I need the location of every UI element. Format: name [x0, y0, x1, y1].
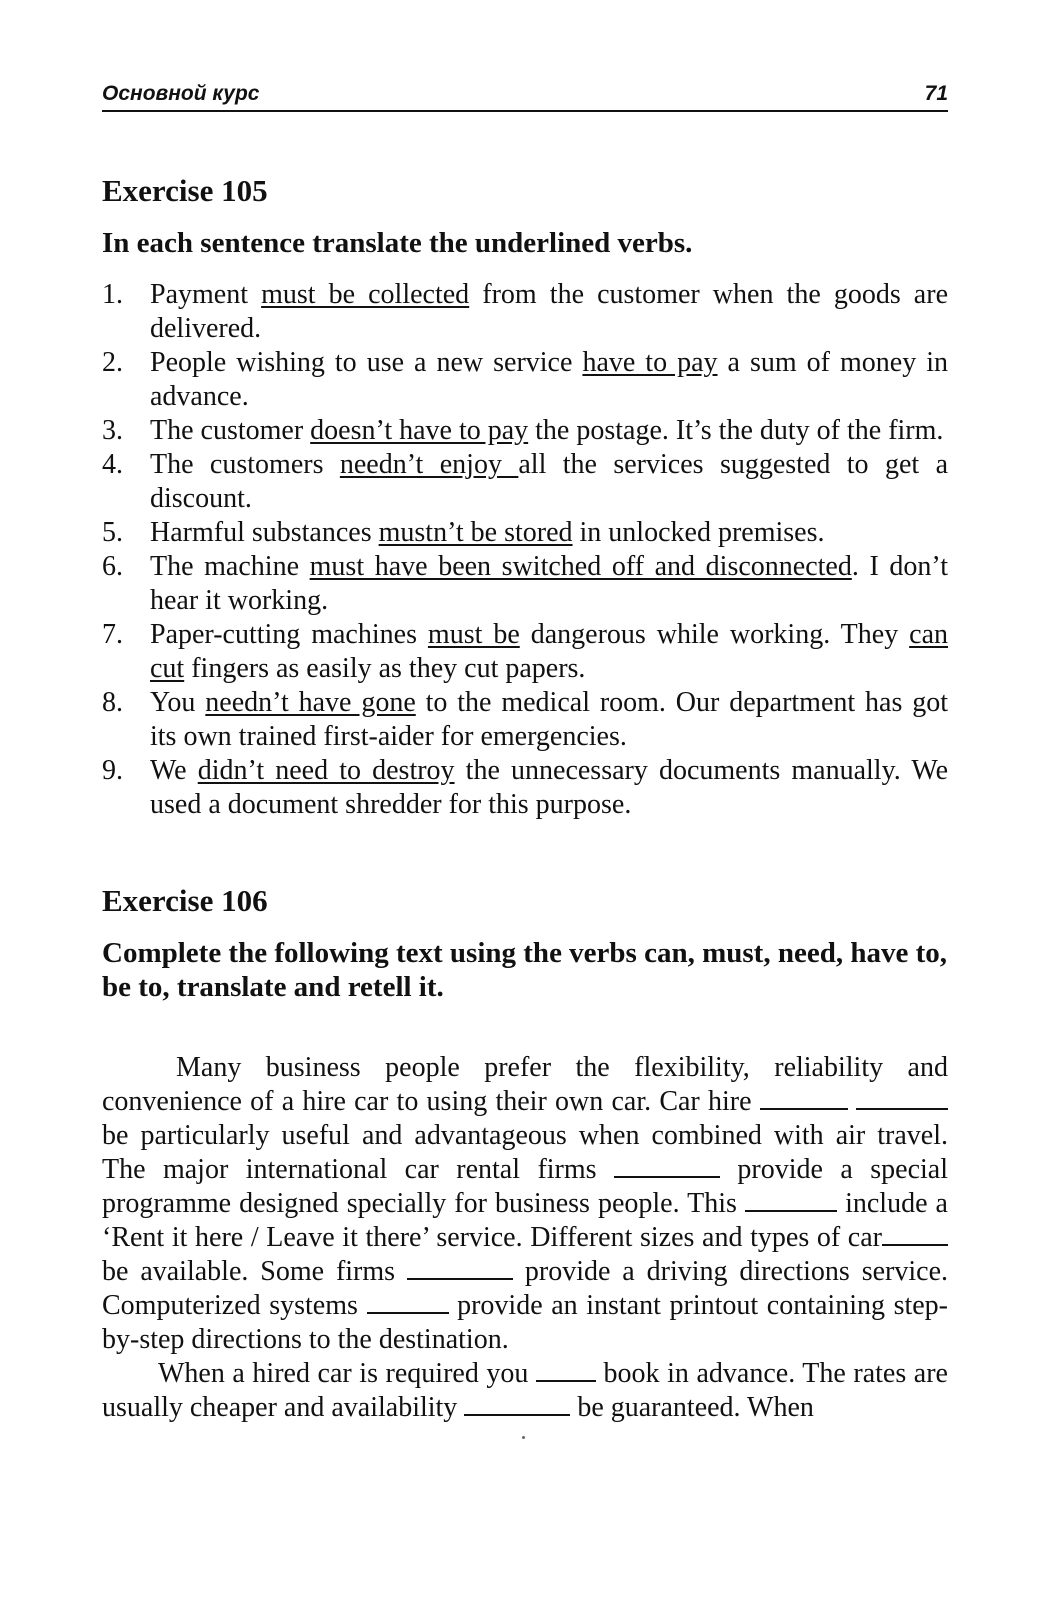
page-number: 71 [924, 82, 948, 105]
item-text: Harmful substances [150, 517, 379, 548]
item-text: the unnecessary documents manually. We used a document shredder for this purpose. [150, 755, 948, 820]
fill-in-blank[interactable] [745, 1188, 837, 1212]
list-item [102, 278, 948, 346]
underlined-verb: needn’t have gone [205, 687, 416, 718]
item-text: to the medical room. Our department has got its own trained first-aider for emergencies. [150, 687, 948, 752]
exercise-105-list [102, 278, 948, 822]
exercise-105-title: Exercise 105 [102, 173, 268, 208]
print-speck [522, 1436, 525, 1439]
item-text: We [150, 755, 198, 786]
list-item [102, 448, 948, 516]
item-number: 7. [102, 619, 123, 650]
exercise-106-instruction: Complete the following text using the verbs can, must, need, have to, be to, translate and retell it. [102, 937, 947, 1003]
passage-text: include a ‘Rent it here / Leave it there’ service. Different sizes and types of car [102, 1188, 948, 1253]
item-number: 6. [102, 551, 123, 582]
underlined-verb: doesn’t have to pay [310, 415, 529, 446]
passage-text: be particularly useful and advantageous when combined with air travel. The major international car rental firms [102, 1120, 948, 1185]
item-text: The machine [150, 551, 310, 582]
section-title: Основной курс [102, 82, 260, 105]
fill-in-blank[interactable] [882, 1222, 948, 1246]
fill-in-blank[interactable] [407, 1256, 513, 1280]
underlined-verb: mustn’t be stored [378, 517, 573, 548]
item-text: all the services suggested to get a discount. [150, 449, 949, 514]
item-text: dangerous while working. They [519, 619, 910, 650]
item-text: The customer [150, 415, 311, 446]
passage-text: Many business people prefer the flexibility, reliability and convenience of a hire car to using their own car. Car hire [102, 1052, 948, 1117]
passage-text: book in advance. The rates are usually cheaper and availability [102, 1358, 948, 1423]
list-item [102, 414, 948, 448]
underlined-verb: have to pay [582, 347, 718, 378]
item-text: Payment [150, 279, 262, 310]
item-number: 4. [102, 449, 123, 480]
passage-text: provide an instant printout containing step-by-step directions to the destination. [102, 1290, 949, 1355]
passage-text: provide a driving directions service. Computerized systems [102, 1256, 949, 1321]
item-text: Paper-cutting machines [150, 619, 428, 650]
underlined-verb: can cut [150, 619, 948, 684]
list-item [102, 754, 948, 822]
list-item [102, 346, 948, 414]
fill-in-blank[interactable] [464, 1392, 570, 1416]
list-item [102, 516, 948, 550]
exercise-105-instruction: In each sentence translate the underlined verbs. [102, 227, 693, 259]
fill-in-blank[interactable] [614, 1154, 720, 1178]
item-text: from the customer when the goods are delivered. [150, 279, 948, 344]
item-number: 2. [102, 347, 123, 378]
passage-paragraph [102, 1051, 948, 1357]
passage-text: When a hired car is required you [158, 1358, 536, 1389]
item-number: 8. [102, 687, 123, 718]
item-number: 9. [102, 755, 123, 786]
fill-in-blank[interactable] [856, 1086, 948, 1110]
underlined-verb: must have been switched off and disconnected [309, 551, 852, 582]
underlined-verb: must be collected [261, 279, 470, 310]
item-text: in unlocked premises. [572, 517, 825, 548]
list-item [102, 618, 948, 686]
item-text: You [150, 687, 206, 718]
exercise-106-title: Exercise 106 [102, 883, 268, 918]
item-text: a sum of money in advance. [150, 347, 949, 412]
item-number: 1. [102, 279, 123, 310]
running-header [102, 80, 948, 112]
item-text: fingers as easily as they cut papers. [184, 653, 586, 684]
item-number: 5. [102, 517, 123, 548]
fill-in-blank[interactable] [536, 1358, 596, 1382]
item-text: the postage. It’s the duty of the firm. [528, 415, 944, 446]
list-item [102, 686, 948, 754]
item-text: The customers [150, 449, 340, 480]
list-item [102, 550, 948, 618]
passage-text: be available. Some firms [102, 1256, 407, 1287]
passage-text: provide a special programme designed specially for business people. This [102, 1154, 948, 1219]
passage-text: be guaranteed. When [570, 1392, 814, 1423]
passage-paragraph [102, 1357, 948, 1425]
item-number: 3. [102, 415, 123, 446]
exercise-106-passage [102, 1051, 948, 1425]
underlined-verb: must be [427, 619, 520, 650]
underlined-verb: needn’t enjoy [339, 449, 519, 480]
item-text: . I don’t hear it working. [150, 551, 949, 616]
underlined-verb: didn’t need to destroy [197, 755, 455, 786]
fill-in-blank[interactable] [760, 1086, 848, 1110]
fill-in-blank[interactable] [367, 1290, 449, 1314]
item-text: People wishing to use a new service [150, 347, 583, 378]
